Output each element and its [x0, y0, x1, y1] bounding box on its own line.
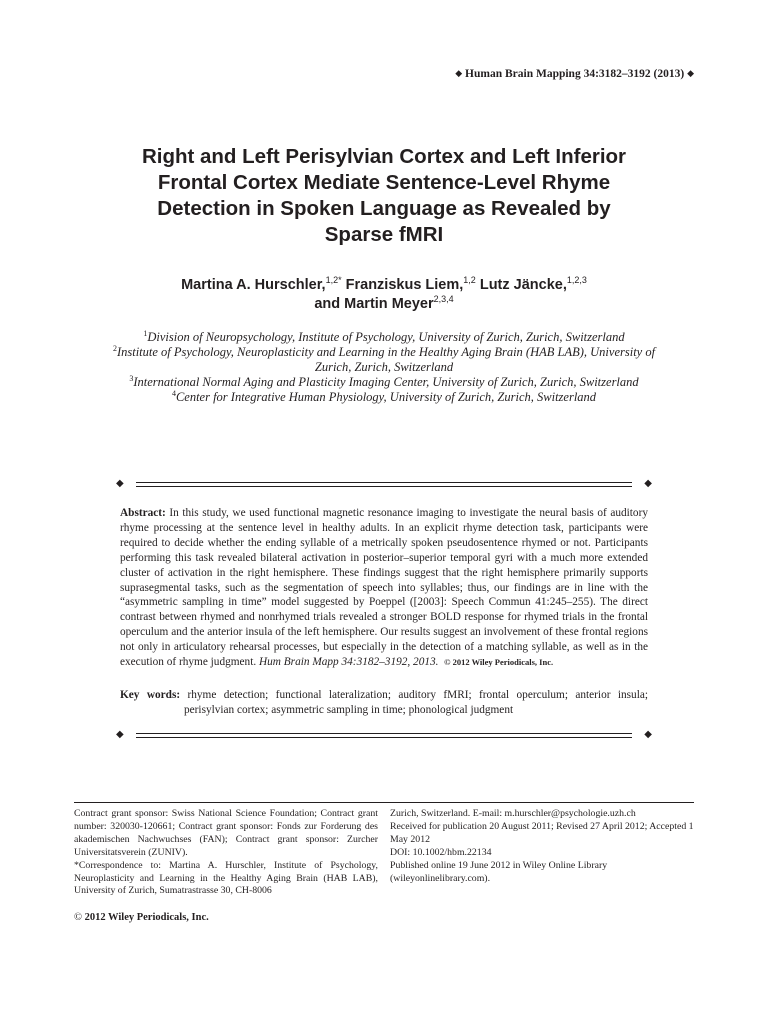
copyright-text: 2012 Wiley Periodicals, Inc. — [84, 912, 209, 923]
doi: DOI: 10.1002/hbm.22134 — [390, 846, 492, 858]
footnotes-left — [74, 808, 378, 898]
affiliation-number: 2 — [112, 344, 117, 353]
keywords-label: Key words: — [120, 689, 181, 701]
footnote-divider — [74, 802, 694, 803]
keywords — [120, 688, 648, 718]
keywords-text: rhyme detection; functional lateralization; auditory fMRI; frontal operculum; anterior insula; perisylvian cortex; asymmetric sampling in time; phonological judgment — [184, 689, 648, 716]
diamond-icon: ◆ — [644, 478, 652, 489]
author-affiliation-marker: 1,2,3 — [566, 275, 587, 285]
affiliation — [110, 345, 658, 375]
title-line: Sparse fMRI — [324, 223, 444, 246]
affiliation-number: 1 — [143, 329, 148, 338]
title-line: Right and Left Perisylvian Cortex and Left Inferior — [141, 145, 627, 168]
divider-line — [136, 737, 632, 738]
affiliation — [110, 390, 658, 405]
abstract-citation: Hum Brain Mapp 34:3182–3192, 2013. — [258, 656, 439, 669]
correspondence-footnote: *Correspondence to: Martina A. Hurschler, Institute of Psychology, Neuroplasticity and Learning in the Healthy Aging Brain (HAB LAB), University of Zurich, Sumatrastrasse 30, CH-8006 — [74, 859, 378, 897]
author-list — [100, 276, 668, 314]
abstract-label: Abstract: — [120, 507, 166, 519]
abstract-body: In this study, we used functional magnetic resonance imaging to investigate the neural basis of auditory rhyme processing at the sentence level in healthy adults. In an explicit rhyme detection task, participants were required to decide whether the ending syllable of a metrically spoken pseudosentence rhymed or not. Participants performing this task revealed bilateral activation in posterior–superior temporal gyri with a much more extended cluster of activation in the right hemisphere. These findings suggest that the right hemisphere primarily supports suprasegmental tasks, such as the segmentation of speech into syllables; thus, our findings are in line with the “asymmetric sampling in time” model suggested by Poeppel ([2003]: Speech Commun 41:245–255). The direct contrast between rhymed and nonrhymed trials revealed a stronger BOLD response for rhymed trials in the frontal operculum and the anterior insula of the left hemisphere. Our results suggest an involvement of these frontal regions not only in articulatory rehearsal processes, but especially in the detection of a matching syllable, as well as in the execution of rhyme judgment. — [120, 507, 648, 669]
abstract-top-divider — [116, 478, 652, 492]
diamond-icon: ◆ — [455, 68, 463, 78]
diamond-icon: ◆ — [116, 478, 124, 489]
author-name: Franziskus Liem, — [345, 277, 464, 293]
title-line: Detection in Spoken Language as Revealed by — [157, 197, 611, 220]
author-name: Lutz Jäncke, — [479, 277, 567, 293]
abstract-copyright: © 2012 Wiley Periodicals, Inc. — [444, 657, 554, 668]
affiliation-text: Center for Integrative Human Physiology, University of Zurich, Zurich, Switzerland — [175, 390, 597, 404]
affiliation — [110, 330, 658, 345]
abstract-bottom-divider — [116, 729, 652, 743]
affiliation-number: 4 — [171, 389, 176, 398]
correspondence-continued: Zurich, Switzerland. E-mail: m.hurschler@psychologie.uzh.ch — [390, 808, 636, 819]
divider-line — [136, 482, 632, 483]
running-head — [455, 68, 694, 80]
abstract — [120, 506, 648, 670]
author-name: Martina A. Hurschler, — [181, 277, 326, 293]
diamond-icon: ◆ — [687, 68, 694, 78]
article-title — [100, 144, 668, 248]
divider-line — [136, 486, 632, 487]
affiliation-number: 3 — [129, 374, 134, 383]
affiliation-text: Division of Neuropsychology, Institute of Psychology, University of Zurich, Zurich, Switzerland — [147, 330, 625, 344]
author-affiliation-marker: 1,2 — [463, 275, 476, 285]
diamond-icon: ◆ — [116, 729, 124, 740]
author-name: and Martin Meyer — [314, 296, 434, 312]
page-copyright — [74, 912, 209, 923]
author-affiliation-marker: 2,3,4 — [433, 294, 454, 304]
affiliation-text: Institute of Psychology, Neuroplasticity and Learning in the Healthy Aging Brain (HAB LAB), University of Zurich, Zurich, Switzerland — [116, 345, 656, 374]
affiliation — [110, 375, 658, 390]
title-line: Frontal Cortex Mediate Sentence-Level Rhyme — [157, 171, 611, 194]
affiliations — [110, 330, 658, 405]
divider-line — [136, 733, 632, 734]
copyright-symbol: © — [74, 912, 82, 923]
published-online: Published online 19 June 2012 in Wiley Online Library (wileyonlinelibrary.com). — [390, 859, 608, 884]
affiliation-text: International Normal Aging and Plasticity Imaging Center, University of Zurich, Zurich, Switzerland — [133, 375, 639, 389]
received-dates: Received for publication 20 August 2011; Revised 27 April 2012; Accepted 1 May 2012 — [390, 820, 694, 845]
author-affiliation-marker: 1,2* — [325, 275, 342, 285]
footnotes-right — [390, 808, 694, 885]
journal-citation: Human Brain Mapping 34:3182–3192 (2013) — [465, 68, 685, 80]
funding-footnote: Contract grant sponsor: Swiss National Science Foundation; Contract grant number: 320030-120661; Contract grant sponsor: Fonds zur Forderung des akademischen Nachwuchses (FAN); Contract grant sponsor: Zurcher Universitatsverein (ZUNIV). — [74, 808, 378, 858]
diamond-icon: ◆ — [644, 729, 652, 740]
